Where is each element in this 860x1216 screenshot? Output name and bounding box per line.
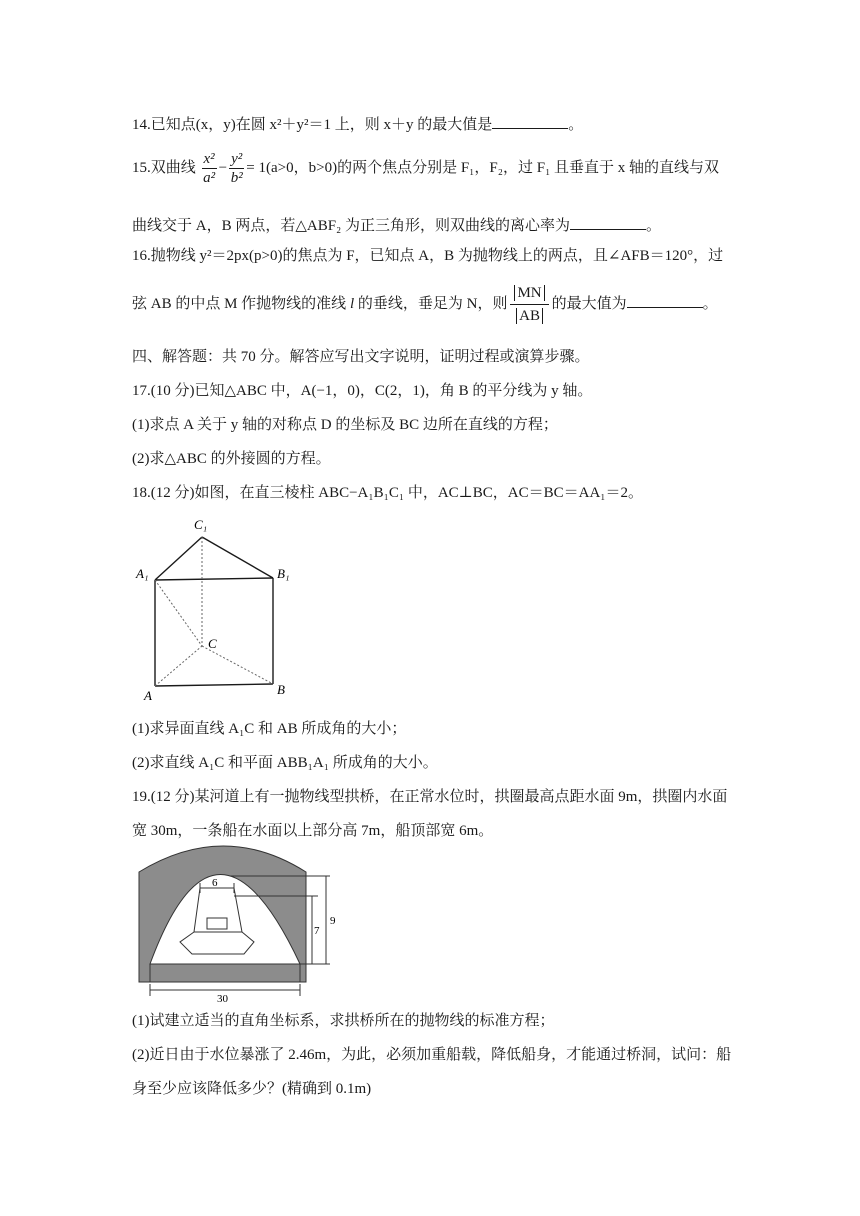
bridge-figure xyxy=(134,840,354,1002)
question-14 xyxy=(132,112,583,136)
question-18-part-1: (1)求异面直线 A₁C 和 AB 所成角的大小； xyxy=(132,721,407,737)
minus-sign: − xyxy=(218,159,228,176)
label-B: B xyxy=(277,682,285,697)
water-band xyxy=(150,964,300,982)
question-18-title: 18.(12 分)如图，在直三棱柱 ABC−A₁B₁C₁ 中，AC⊥BC，AC＝BC＝AA₁＝2。 xyxy=(132,485,644,501)
q15-line2: 曲线交于 A，B 两点，若△ABF₂ 为正三角形，则双曲线的离心率为 xyxy=(132,218,571,234)
directrix-l: l xyxy=(349,295,355,312)
question-19-part-2-line-1: (2)近日由于水位暴涨了 2.46m，为此，必须加重船载，降低船身，才能通过桥洞，试问：船 xyxy=(132,1047,732,1063)
prism-figure xyxy=(130,512,300,702)
q16-end: 。 xyxy=(702,295,718,312)
equals-sign: = 1 xyxy=(246,159,267,176)
question-19-part-1: (1)试建立适当的直角坐标系，求拱桥所在的抛物线的标准方程； xyxy=(132,1013,555,1029)
fraction-numerator: MN xyxy=(514,285,544,301)
question-18-part-2: (2)求直线 A₁C 和平面 ABB₁A₁ 所成角的大小。 xyxy=(132,755,438,771)
q15-fraction-y xyxy=(229,150,244,187)
q15-fraction-x xyxy=(202,150,217,187)
q14-end: 。 xyxy=(568,117,584,133)
question-16-line-2 xyxy=(132,282,718,327)
q15-prefix: 15.双曲线 xyxy=(132,159,196,176)
question-15-line-2 xyxy=(132,213,661,237)
question-15 xyxy=(132,150,719,187)
q16-line2-before: 弦 AB 的中点 M 作抛物线的准线 xyxy=(132,295,347,312)
fraction-denominator: AB xyxy=(516,308,543,324)
answer-blank[interactable] xyxy=(627,291,703,308)
label-water-width: 30 xyxy=(217,993,228,1002)
q16-line1: 16.抛物线 y²＝2px(p>0)的焦点为 F，已知点 A，B 为抛物线上的两点，且∠AFB＝120°，过 xyxy=(132,248,724,264)
question-17-part-1: (1)求点 A 关于 y 轴的对称点 D 的坐标及 BC 边所在直线的方程； xyxy=(132,417,558,433)
q16-line2-mid: 的垂线，垂足为 N，则 xyxy=(357,295,508,312)
q15-end: 。 xyxy=(646,218,662,234)
label-height-7: 7 xyxy=(314,925,320,937)
answer-blank[interactable] xyxy=(492,112,568,129)
question-17-part-2: (2)求△ABC 的外接圆的方程。 xyxy=(132,451,331,467)
q16-line2-after: 的最大值为 xyxy=(551,295,627,312)
label-C: C xyxy=(208,636,217,651)
section-heading: 四、解答题：共 70 分。解答应写出文字说明，证明过程或演算步骤。 xyxy=(132,349,590,365)
label-height-9: 9 xyxy=(330,915,336,927)
boat-cabin xyxy=(207,918,227,929)
question-16 xyxy=(132,245,723,267)
question-19-line-1: 19.(12 分)某河道上有一抛物线型拱桥，在正常水位时，拱圈最高点距水面 9m，拱圈内水面 xyxy=(132,789,728,805)
label-B1: B₁ xyxy=(277,566,290,581)
q16-ratio-fraction xyxy=(510,282,548,327)
label-C1: C₁ xyxy=(194,517,208,532)
label-A1: A₁ xyxy=(136,566,149,581)
q14-text: 14.已知点(x，y)在圆 x²＋y²＝1 上，则 x＋y 的最大值是 xyxy=(132,117,493,133)
fraction-numerator: x² xyxy=(203,151,215,167)
label-A: A xyxy=(144,688,152,702)
fraction-numerator: y² xyxy=(231,151,243,167)
question-19-line-2: 宽 30m，一条船在水面以上部分高 7m，船顶部宽 6m。 xyxy=(132,823,494,839)
fraction-denominator: b² xyxy=(230,170,243,186)
label-top-width: 6 xyxy=(212,877,218,889)
question-17-title: 17.(10 分)已知△ABC 中，A(−1，0)，C(2，1)，角 B 的平分线为 y 轴。 xyxy=(132,383,593,399)
question-19-part-2-line-2: 身至少应该降低多少？(精确到 0.1m) xyxy=(132,1081,372,1097)
answer-blank[interactable] xyxy=(570,213,646,230)
q15-after: (a>0，b>0)的两个焦点分别是 F₁，F₂，过 F₁ 且垂直于 x 轴的直线与双 xyxy=(266,159,720,176)
fraction-denominator: a² xyxy=(203,170,216,186)
